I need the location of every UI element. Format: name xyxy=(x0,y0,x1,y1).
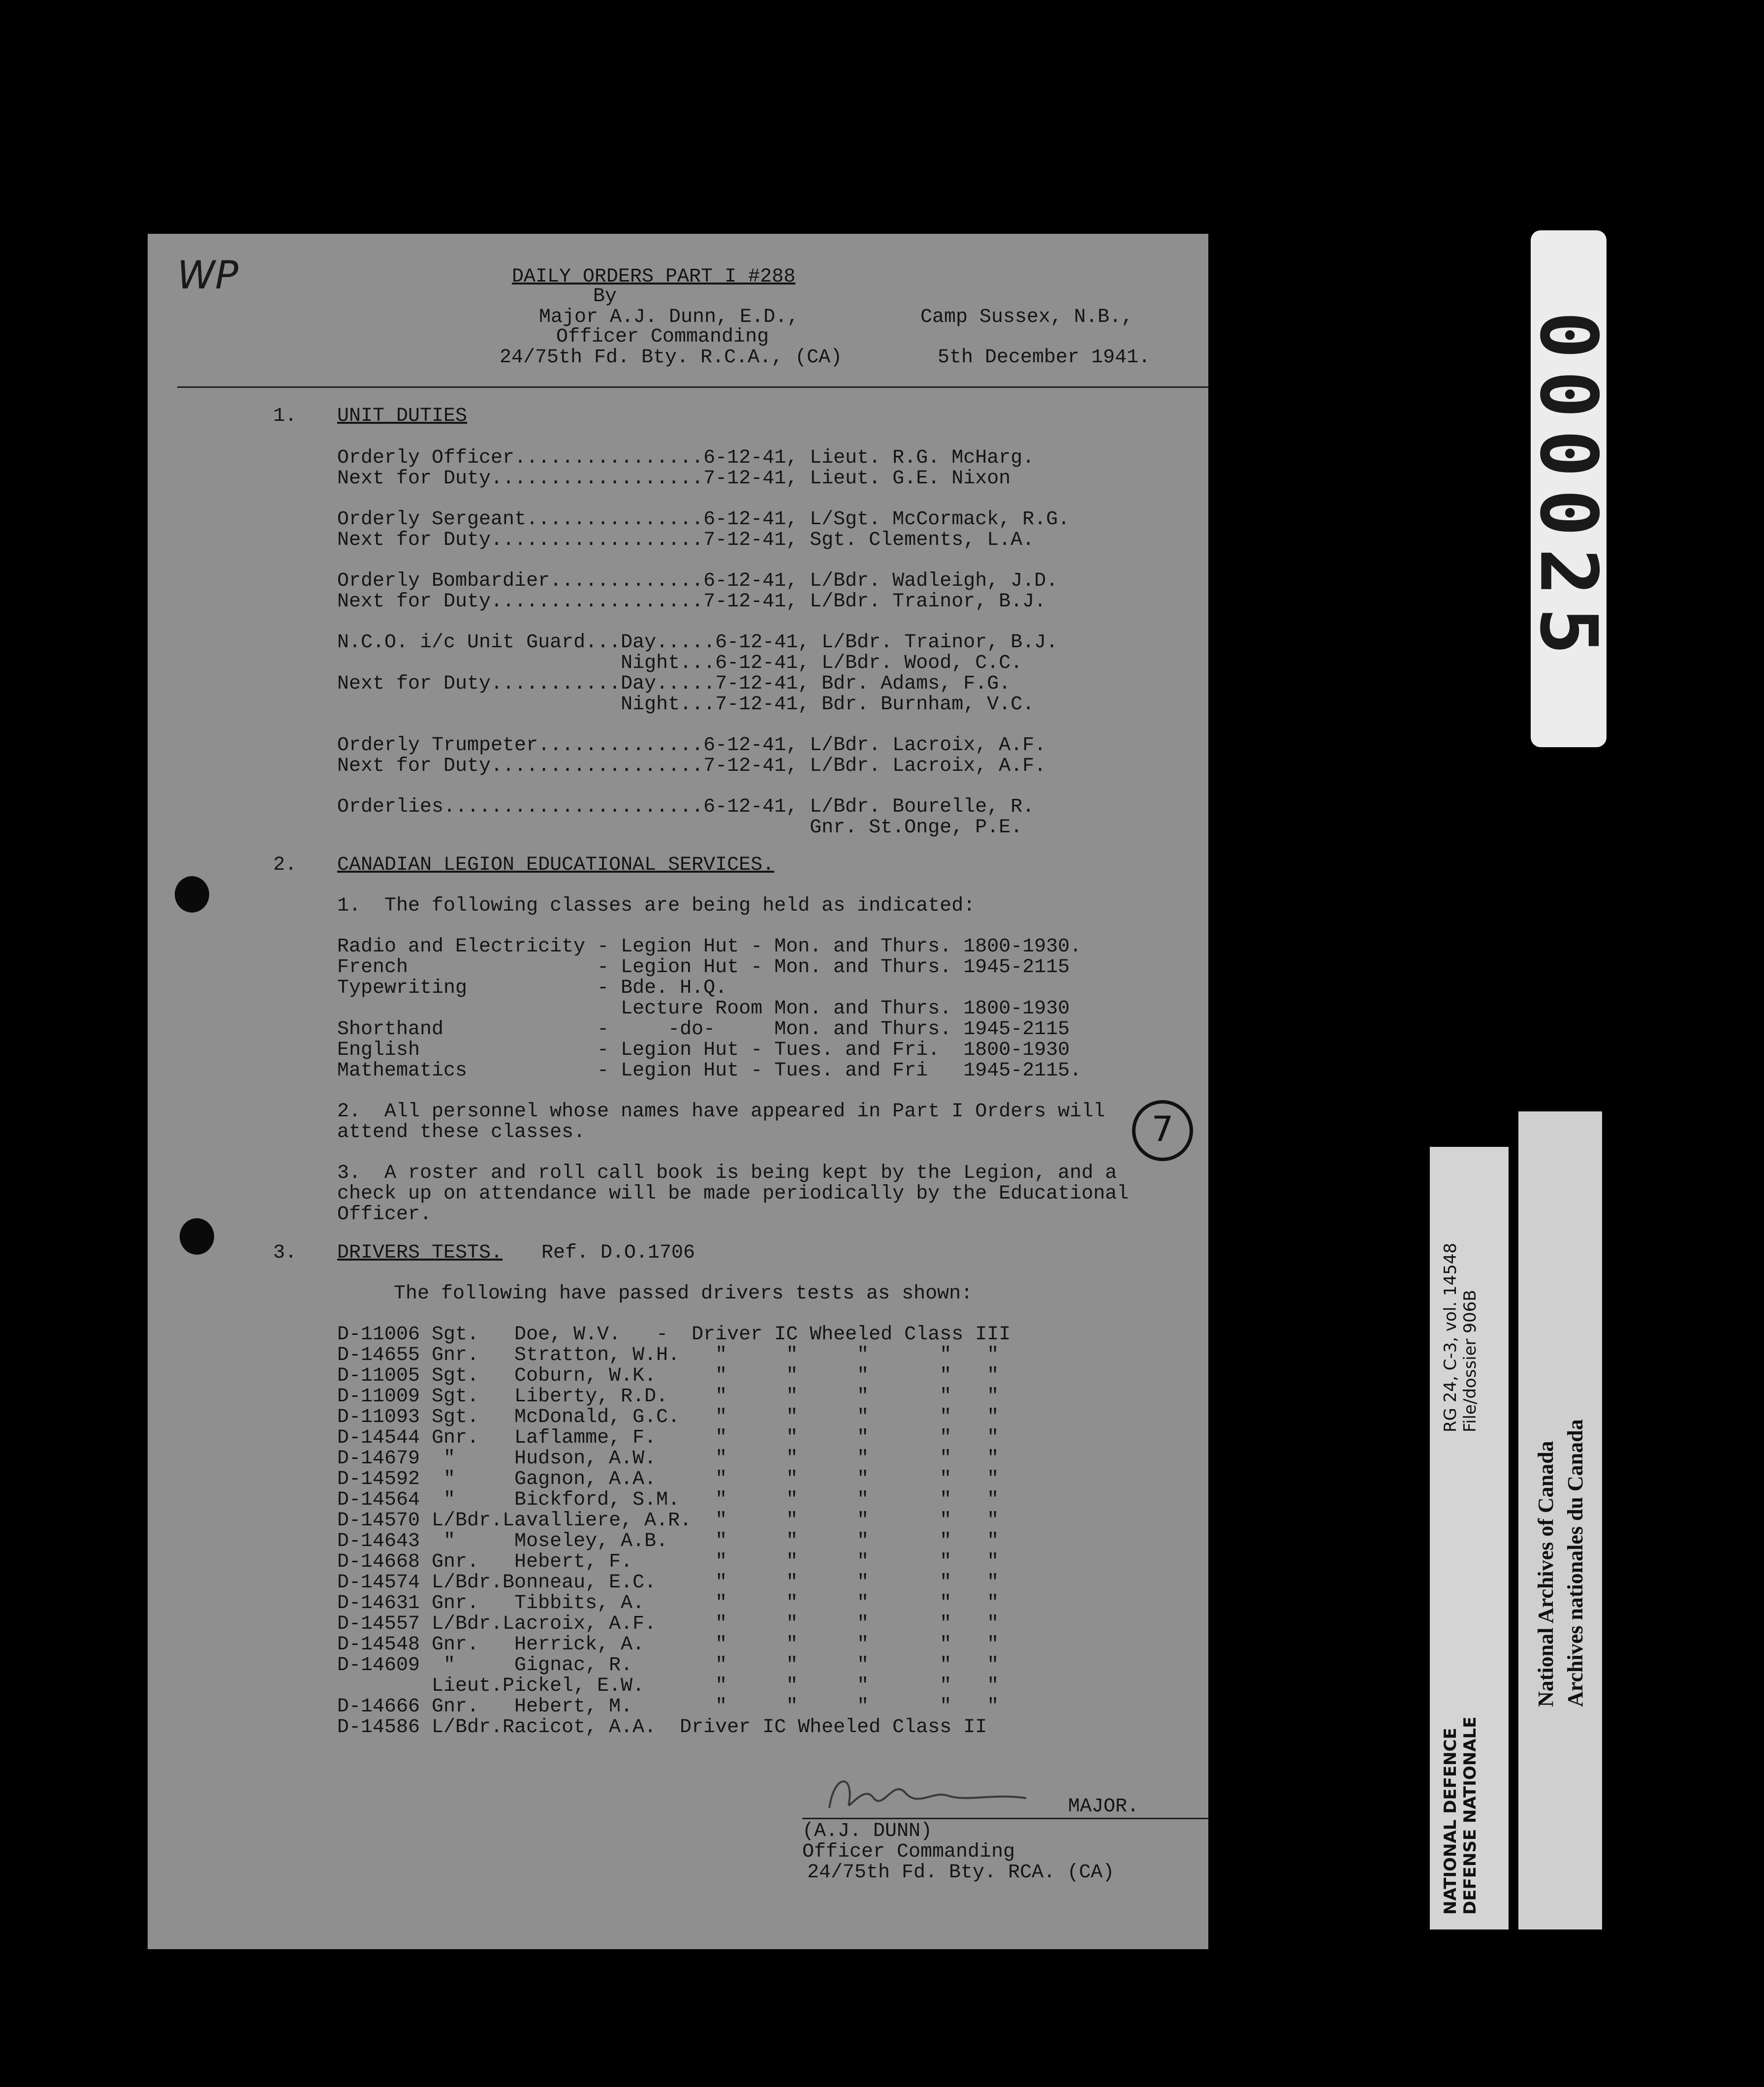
duty-line: Orderly Sergeant...............6-12-41, L/Sgt. McCormack, R.G. xyxy=(337,508,1070,531)
section-number: 1. xyxy=(273,405,297,427)
driver-row: D-14586 L/Bdr.Racicot, A.A. Driver IC Wheeled Class II xyxy=(337,1716,987,1739)
frame-number: 000025 xyxy=(1522,311,1615,666)
driver-row: D-14643 " Moseley, A.B. " " " " " xyxy=(337,1530,999,1552)
punch-hole xyxy=(175,876,209,913)
driver-row: D-14574 L/Bdr.Bonneau, E.C. " " " " " xyxy=(337,1572,999,1594)
section-title-unit-duties: UNIT DUTIES xyxy=(337,405,468,427)
driver-row: D-11005 Sgt. Coburn, W.K. " " " " " xyxy=(337,1365,999,1387)
duty-line: N.C.O. i/c Unit Guard...Day.....6-12-41, L/Bdr. Trainor, B.J. xyxy=(337,632,1058,654)
duty-line: Gnr. St.Onge, P.E. xyxy=(337,817,1023,839)
section-number: 2. xyxy=(273,854,297,876)
national-defence-text: NATIONAL DEFENCE xyxy=(1441,1728,1460,1915)
handwritten-signature xyxy=(819,1764,1056,1823)
duty-line: Next for Duty..................7-12-41, Sgt. Clements, L.A. xyxy=(337,529,1035,551)
paragraph: 1. The following classes are being held as indicated: xyxy=(337,895,976,917)
paragraph: Officer. xyxy=(337,1203,432,1226)
duty-line: Next for Duty..................7-12-41, Lieut. G.E. Nixon xyxy=(337,468,1011,490)
order-date: 5th December 1941. xyxy=(938,347,1151,369)
section-title-drivers-tests: DRIVERS TESTS. xyxy=(337,1242,503,1264)
driver-row: D-14666 Gnr. Hebert, M. " " " " " xyxy=(337,1696,999,1718)
driver-row: D-14557 L/Bdr.Lacroix, A.F. " " " " " xyxy=(337,1613,999,1635)
issuing-unit: 24/75th Fd. Bty. R.C.A., (CA) xyxy=(500,347,843,369)
driver-row: D-14592 " Gagnon, A.A. " " " " " xyxy=(337,1468,999,1490)
driver-row: D-11009 Sgt. Liberty, R.D. " " " " " xyxy=(337,1386,999,1408)
signature-rule xyxy=(802,1818,1208,1819)
driver-row: D-14544 Gnr. Laflamme, F. " " " " " xyxy=(337,1427,999,1449)
duty-line: Night...7-12-41, Bdr. Burnham, V.C. xyxy=(337,694,1035,716)
signature-role: Officer Commanding xyxy=(802,1841,1015,1863)
header-rule xyxy=(177,386,1208,388)
reference: Ref. D.O.1706 xyxy=(541,1242,695,1264)
issuing-officer: Major A.J. Dunn, E.D., xyxy=(539,306,799,328)
archive-reference-text: RG 24, C-3, vol. 14548 xyxy=(1441,1242,1460,1432)
driver-row: D-11006 Sgt. Doe, W.V. - Driver IC Wheeled Class III xyxy=(337,1324,1011,1346)
driver-row: D-14631 Gnr. Tibbits, A. " " " " " xyxy=(337,1592,999,1614)
class-line: Mathematics - Legion Hut - Tues. and Fri 1945-2115. xyxy=(337,1060,1082,1082)
page-number-mark: 7 xyxy=(1132,1100,1193,1161)
paragraph: attend these classes. xyxy=(337,1121,586,1143)
issuing-role: Officer Commanding xyxy=(556,326,769,348)
class-line: Lecture Room Mon. and Thurs. 1800-1930 xyxy=(337,998,1070,1020)
paragraph: The following have passed drivers tests as shown: xyxy=(394,1283,973,1305)
driver-row: D-14679 " Hudson, A.W. " " " " " xyxy=(337,1448,999,1470)
archives-english-text: National Archives of Canada xyxy=(1534,1441,1558,1707)
punch-hole xyxy=(180,1218,214,1255)
section-title-legion-services: CANADIAN LEGION EDUCATIONAL SERVICES. xyxy=(337,854,775,876)
duty-line: Next for Duty...........Day.....7-12-41, Bdr. Adams, F.G. xyxy=(337,673,1011,695)
driver-row: D-14570 L/Bdr.Lavalliere, A.R. " " " " " xyxy=(337,1510,999,1532)
class-line: French - Legion Hut - Mon. and Thurs. 1945-2115 xyxy=(337,956,1070,979)
archive-file-text: File/dossier 906B xyxy=(1460,1290,1480,1432)
driver-row: D-11093 Sgt. McDonald, G.C. " " " " " xyxy=(337,1406,999,1428)
paragraph: 2. All personnel whose names have appeared in Part I Orders will xyxy=(337,1101,1105,1123)
handwritten-mark: WP xyxy=(177,253,239,298)
duty-line: Next for Duty..................7-12-41, L/Bdr. Trainor, B.J. xyxy=(337,591,1046,613)
class-line: Typewriting - Bde. H.Q. xyxy=(337,977,727,999)
order-title: DAILY ORDERS PART I #288 xyxy=(512,266,796,288)
archive-reference-label xyxy=(1430,1147,1509,1929)
document-page xyxy=(148,234,1208,1949)
duty-line: Orderly Officer................6-12-41, Lieut. R.G. McHarg. xyxy=(337,447,1035,469)
duty-line: Night...6-12-41, L/Bdr. Wood, C.C. xyxy=(337,652,1023,674)
driver-row: D-14655 Gnr. Stratton, W.H. " " " " " xyxy=(337,1344,999,1366)
class-line: English - Legion Hut - Tues. and Fri. 1800-1930 xyxy=(337,1039,1070,1061)
camp-location: Camp Sussex, N.B., xyxy=(920,306,1134,328)
frame-number-stamp xyxy=(1522,230,1615,747)
section-number: 3. xyxy=(273,1242,297,1264)
class-line: Shorthand - -do- Mon. and Thurs. 1945-2115 xyxy=(337,1018,1070,1041)
signature-rank: MAJOR. xyxy=(1068,1796,1139,1818)
driver-row: D-14668 Gnr. Hebert, F. " " " " " xyxy=(337,1551,999,1573)
signature-unit: 24/75th Fd. Bty. RCA. (CA) xyxy=(807,1862,1115,1884)
duty-line: Orderly Trumpeter..............6-12-41, L/Bdr. Lacroix, A.F. xyxy=(337,734,1046,757)
duty-line: Orderlies......................6-12-41, L/Bdr. Bourelle, R. xyxy=(337,796,1035,818)
signature-name: (A.J. DUNN) xyxy=(802,1820,933,1842)
duty-line: Orderly Bombardier.............6-12-41, L/Bdr. Wadleigh, J.D. xyxy=(337,570,1058,592)
driver-row: D-14609 " Gignac, R. " " " " " xyxy=(337,1654,999,1676)
class-line: Radio and Electricity - Legion Hut - Mon. and Thurs. 1800-1930. xyxy=(337,936,1082,958)
paragraph: 3. A roster and roll call book is being kept by the Legion, and a xyxy=(337,1162,1117,1184)
duty-line: Next for Duty..................7-12-41, L/Bdr. Lacroix, A.F. xyxy=(337,755,1046,777)
archives-french-text: Archives nationales du Canada xyxy=(1563,1419,1587,1707)
driver-row: Lieut.Pickel, E.W. " " " " " xyxy=(337,1675,999,1697)
archives-canada-label xyxy=(1518,1111,1602,1929)
defense-nationale-text: DEFENSE NATIONALE xyxy=(1460,1716,1480,1915)
order-by: By xyxy=(593,285,617,308)
paragraph: check up on attendance will be made periodically by the Educational xyxy=(337,1183,1129,1205)
driver-row: D-14564 " Bickford, S.M. " " " " " xyxy=(337,1489,999,1511)
driver-row: D-14548 Gnr. Herrick, A. " " " " " xyxy=(337,1634,999,1656)
